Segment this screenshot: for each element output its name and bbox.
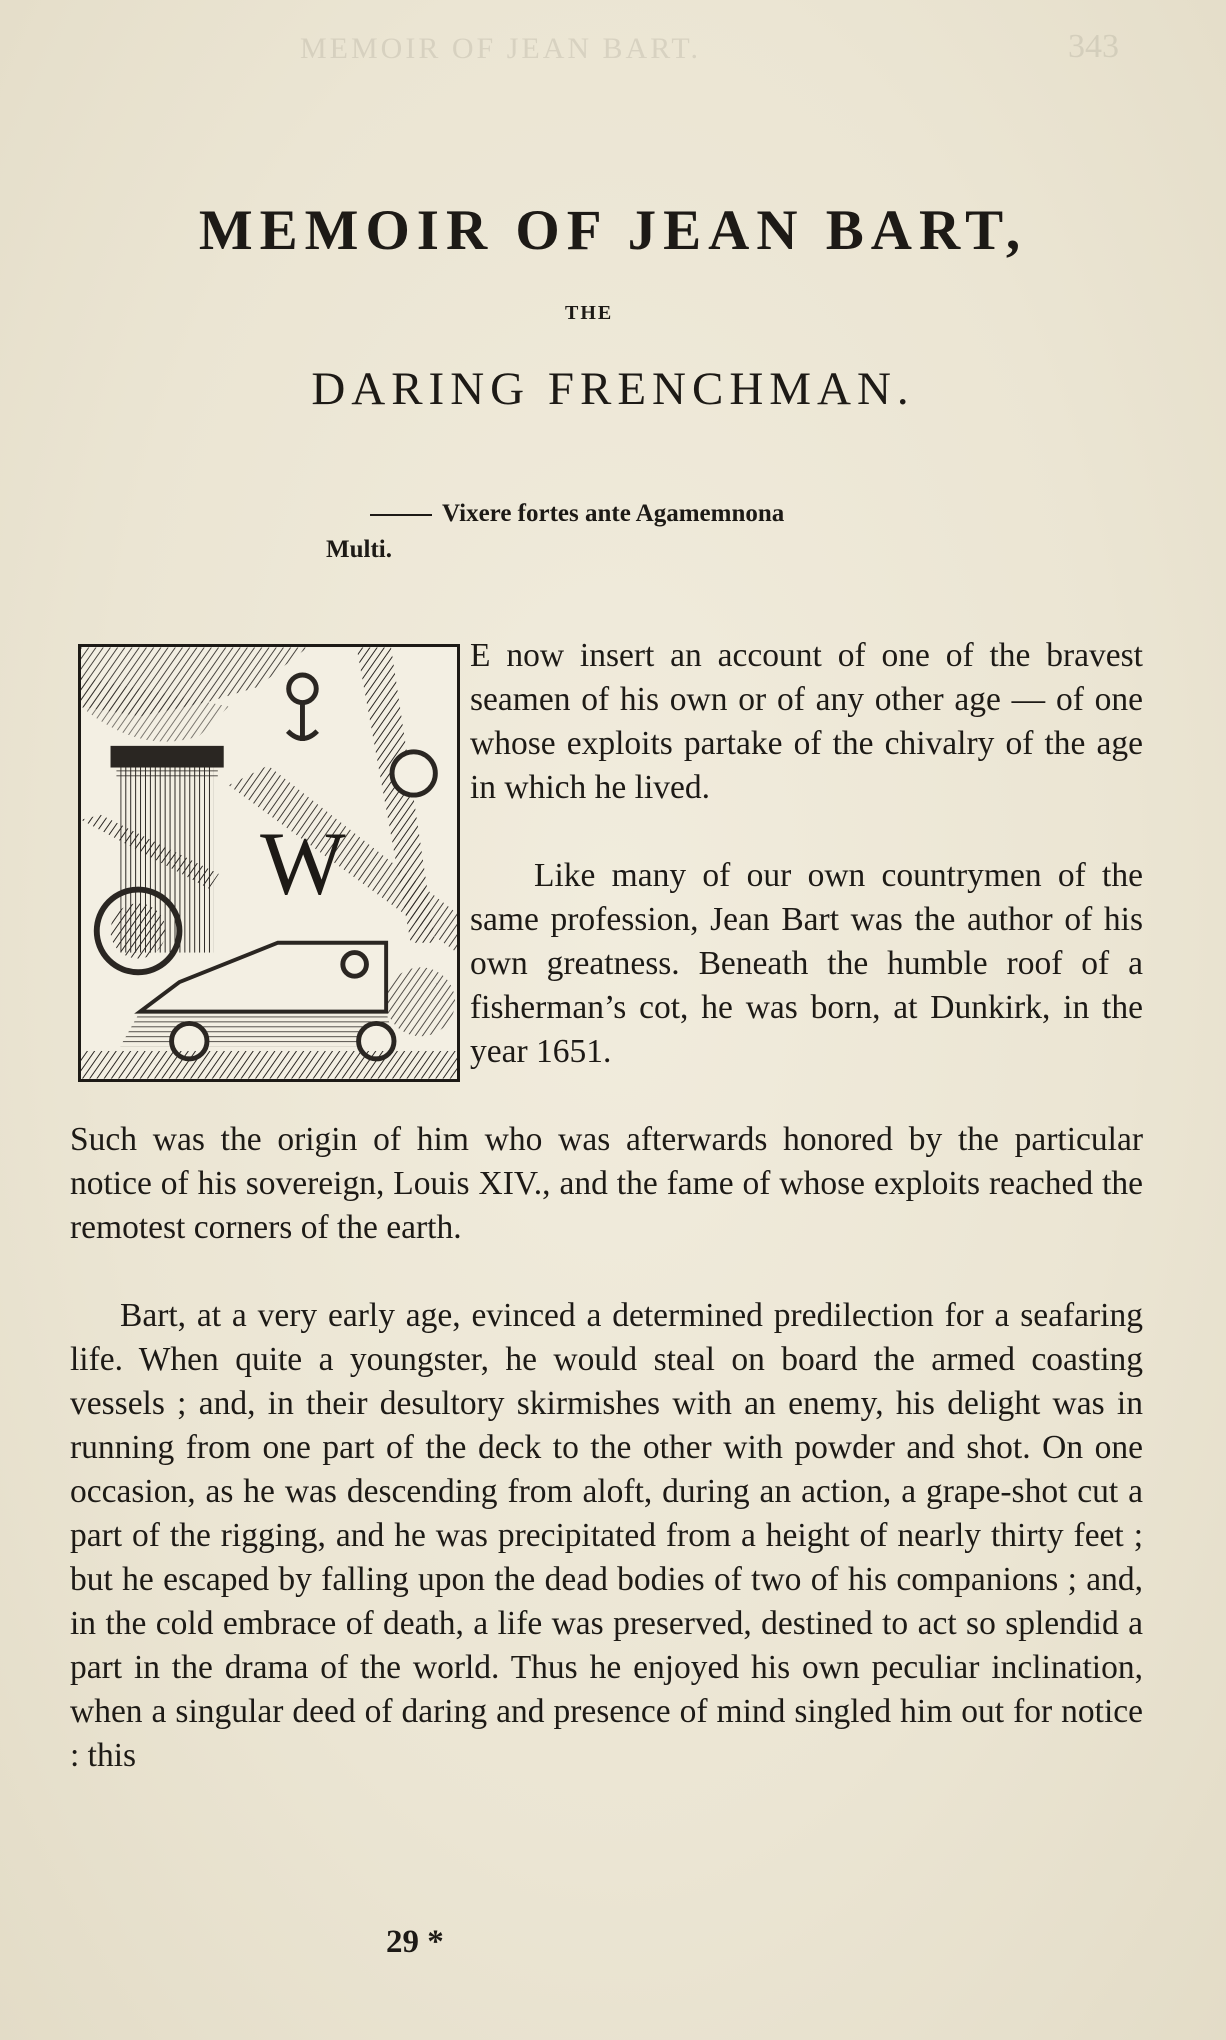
page-title: MEMOIR OF JEAN BART, <box>198 199 1028 262</box>
bleed-through-page-number: 343 <box>1068 28 1119 65</box>
epigraph-text: Vixere fortes ante Agamemnona <box>442 500 785 527</box>
paragraph-2-continued: Such was the origin of him who was afterwards honored by the particular notice of his sovereign, Louis XIV., and the fame of whose exploits reached the remotest corners of the earth. <box>70 1121 1143 1246</box>
epigraph-line-2: Multi. <box>326 536 392 563</box>
paragraph-3: Bart, at a very early age, evinced a determined predilection for a seafaring life. When quite a youngster, he would steal on board the armed coasting vessels ; and, in their desultory skirmishes with an enemy, his delight was in running from one part of the deck to the other with powder and shot. On one occasion, as he was descending from aloft, during an action, a grape-shot cut a part of the rigging, and he was precipitated from a height of nearly thirty feet ; but he escaped by falling upon the dead bodies of two of his companions ; and, in the cold embrace of death, a life was preserved, destined to act so splendid a part in the drama of the world. Thus he enjoyed his own peculiar inclination, when a singular deed of daring and presence of mind singled him out for notice : this <box>70 1297 1143 1774</box>
epigraph-dash <box>370 514 432 516</box>
paragraph-1: E now insert an account of one of the bravest seamen of his own or of any other age — of one whose exploits partake of the chivalry of the age in which he lived. <box>470 637 1143 806</box>
epigraph-line-1 <box>370 500 784 528</box>
page-subtitle: DARING FRENCHMAN. <box>311 363 915 415</box>
title-connector: THE <box>565 302 614 324</box>
paragraph-2: Like many of our own countrymen of the same profession, Jean Bart was the author of his own greatness. Beneath the humble roof of a fisherman’s cot, he was born, at Dunkirk, in the year 1651. <box>470 857 1143 1070</box>
svg-text:W: W <box>260 812 346 914</box>
signature-mark: 29 * <box>386 1924 444 1960</box>
decorated-initial-illustration <box>78 644 460 1082</box>
bleed-through-heading: MEMOIR OF JEAN BART. <box>300 32 702 65</box>
